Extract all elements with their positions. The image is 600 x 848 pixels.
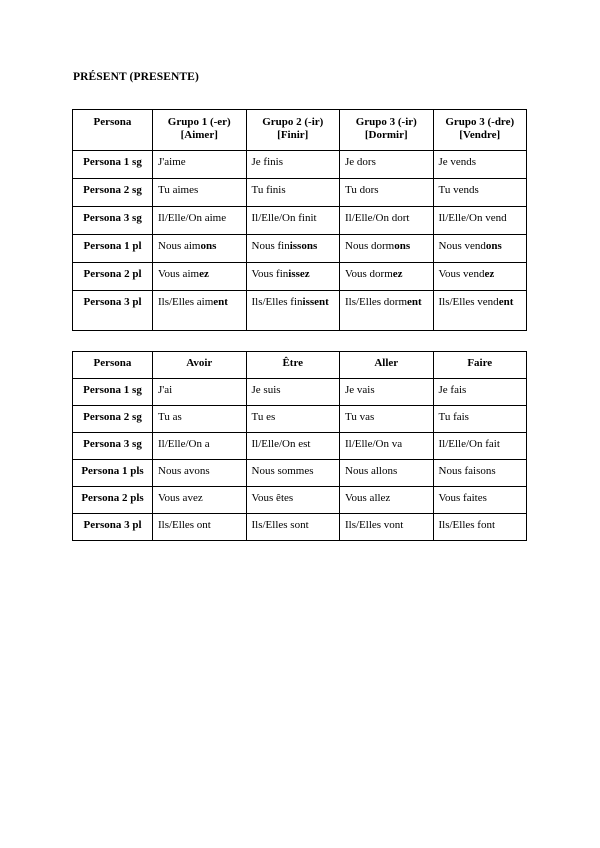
conjugation-cell: Nous sommes [246, 460, 340, 487]
table-row [73, 514, 527, 541]
conjugation-stem: Ils/Elles dorm [345, 296, 408, 308]
conjugation-cell [340, 291, 434, 331]
conjugation-cell: Ils/Elles ont [153, 514, 247, 541]
conjugation-ending: ons [485, 240, 502, 252]
conjugation-cell: Il/Elle/On va [340, 433, 434, 460]
table-row [73, 433, 527, 460]
conjugation-stem: J'aime [158, 156, 186, 168]
table-row [73, 207, 527, 235]
conjugation-stem: Tu dors [345, 184, 379, 196]
header-grupo2-ir: Grupo 2 (-ir) [Finir] [246, 110, 340, 151]
conjugation-stem: Vous fin [251, 268, 289, 280]
table-row [73, 460, 527, 487]
conjugation-cell [246, 151, 340, 179]
header-avoir: Avoir [153, 352, 247, 379]
page-title: PRÉSENT (PRESENTE) [73, 71, 199, 83]
conjugation-ending: issons [289, 240, 318, 252]
header-persona: Persona [73, 110, 153, 151]
conjugation-stem: Il/Elle/On dort [345, 212, 410, 224]
conjugation-cell [153, 263, 247, 291]
row-persona-label: Persona 1 sg [73, 151, 153, 179]
conjugation-stem: Je vends [438, 156, 477, 168]
conjugation-stem: Nous dorm [345, 240, 395, 252]
conjugation-cell: Je fais [433, 379, 527, 406]
conjugation-cell [246, 291, 340, 331]
conjugation-cell: Je suis [246, 379, 340, 406]
conjugation-stem: Tu finis [251, 184, 286, 196]
row-persona-label: Persona 3 pl [73, 514, 153, 541]
conjugation-ending: ent [213, 296, 228, 308]
conjugation-cell: Je vais [340, 379, 434, 406]
conjugation-cell: Tu vas [340, 406, 434, 433]
conjugation-stem: Vous dorm [345, 268, 393, 280]
header-grupo3-ir: Grupo 3 (-ir) [Dormir] [340, 110, 434, 151]
conjugation-cell [433, 263, 527, 291]
conjugation-stem: Ils/Elles aim [158, 296, 214, 308]
table-row [73, 379, 527, 406]
conjugation-stem: Nous aim [158, 240, 201, 252]
table-header-row [73, 352, 527, 379]
header-persona: Persona [73, 352, 153, 379]
row-persona-label: Persona 3 sg [73, 433, 153, 460]
conjugation-cell: Nous allons [340, 460, 434, 487]
conjugation-cell [153, 291, 247, 331]
conjugation-cell [340, 235, 434, 263]
row-persona-label: Persona 1 sg [73, 379, 153, 406]
conjugation-cell [340, 151, 434, 179]
conjugation-cell [340, 179, 434, 207]
row-persona-label: Persona 2 pl [73, 263, 153, 291]
conjugation-ending: ons [200, 240, 217, 252]
conjugation-cell: Vous avez [153, 487, 247, 514]
row-persona-label: Persona 3 sg [73, 207, 153, 235]
row-persona-label: Persona 1 pls [73, 460, 153, 487]
conjugation-ending: issent [302, 296, 329, 308]
row-persona-label: Persona 1 pl [73, 235, 153, 263]
conjugation-cell: Nous avons [153, 460, 247, 487]
conjugation-cell: Vous allez [340, 487, 434, 514]
conjugation-cell: Il/Elle/On a [153, 433, 247, 460]
table-row [73, 151, 527, 179]
conjugation-cell [246, 263, 340, 291]
conjugation-ending: ent [407, 296, 422, 308]
conjugation-cell [153, 151, 247, 179]
row-persona-label: Persona 2 sg [73, 406, 153, 433]
header-grupo3-dre: Grupo 3 (-dre) [Vendre] [433, 110, 527, 151]
conjugation-stem: Nous vend [438, 240, 486, 252]
conjugation-ending: ent [498, 296, 514, 308]
conjugation-cell: Vous faites [433, 487, 527, 514]
regular-verbs-table [72, 109, 527, 331]
conjugation-stem: Je finis [251, 156, 283, 168]
conjugation-cell: Il/Elle/On fait [433, 433, 527, 460]
table-row [73, 235, 527, 263]
row-persona-label: Persona 3 pl [73, 291, 153, 331]
conjugation-stem: Je dors [345, 156, 376, 168]
table-row [73, 406, 527, 433]
conjugation-ending: ez [392, 268, 403, 280]
table-row [73, 487, 527, 514]
header-grupo1-er: Grupo 1 (-er) [Aimer] [153, 110, 247, 151]
conjugation-cell: J'ai [153, 379, 247, 406]
row-persona-label: Persona 2 pls [73, 487, 153, 514]
conjugation-ending: ez [199, 268, 209, 280]
header-faire: Faire [433, 352, 527, 379]
conjugation-stem: Nous fin [251, 240, 290, 252]
conjugation-cell [433, 235, 527, 263]
conjugation-cell [246, 207, 340, 235]
conjugation-cell [153, 235, 247, 263]
conjugation-cell [433, 179, 527, 207]
conjugation-stem: Ils/Elles vend [438, 296, 499, 308]
conjugation-cell: Tu fais [433, 406, 527, 433]
conjugation-cell: Nous faisons [433, 460, 527, 487]
conjugation-cell: Ils/Elles vont [340, 514, 434, 541]
header-etre: Être [246, 352, 340, 379]
table-row [73, 263, 527, 291]
conjugation-stem: Il/Elle/On finit [251, 212, 317, 224]
conjugation-stem: Il/Elle/On vend [438, 212, 507, 224]
conjugation-stem: Tu vends [438, 184, 479, 196]
conjugation-cell: Tu es [246, 406, 340, 433]
conjugation-ending: ez [484, 268, 495, 280]
conjugation-cell: Ils/Elles font [433, 514, 527, 541]
irregular-verbs-table [72, 351, 527, 541]
table-row [73, 291, 527, 331]
conjugation-cell [153, 207, 247, 235]
conjugation-cell [153, 179, 247, 207]
conjugation-cell: Vous êtes [246, 487, 340, 514]
conjugation-cell [433, 291, 527, 331]
row-persona-label: Persona 2 sg [73, 179, 153, 207]
conjugation-cell [433, 207, 527, 235]
header-aller: Aller [340, 352, 434, 379]
conjugation-cell [433, 151, 527, 179]
conjugation-cell [340, 263, 434, 291]
conjugation-cell: Ils/Elles sont [246, 514, 340, 541]
conjugation-cell [246, 179, 340, 207]
conjugation-stem: Vous aim [158, 268, 200, 280]
table-header-row [73, 110, 527, 151]
conjugation-stem: Tu aimes [158, 184, 199, 196]
conjugation-stem: Vous vend [438, 268, 485, 280]
conjugation-cell: Il/Elle/On est [246, 433, 340, 460]
conjugation-cell: Tu as [153, 406, 247, 433]
conjugation-ending: issez [288, 268, 310, 280]
conjugation-stem: Il/Elle/On aime [158, 212, 227, 224]
conjugation-cell [246, 235, 340, 263]
conjugation-ending: ons [394, 240, 411, 252]
table-row [73, 179, 527, 207]
conjugation-stem: Ils/Elles fin [251, 296, 303, 308]
conjugation-cell [340, 207, 434, 235]
